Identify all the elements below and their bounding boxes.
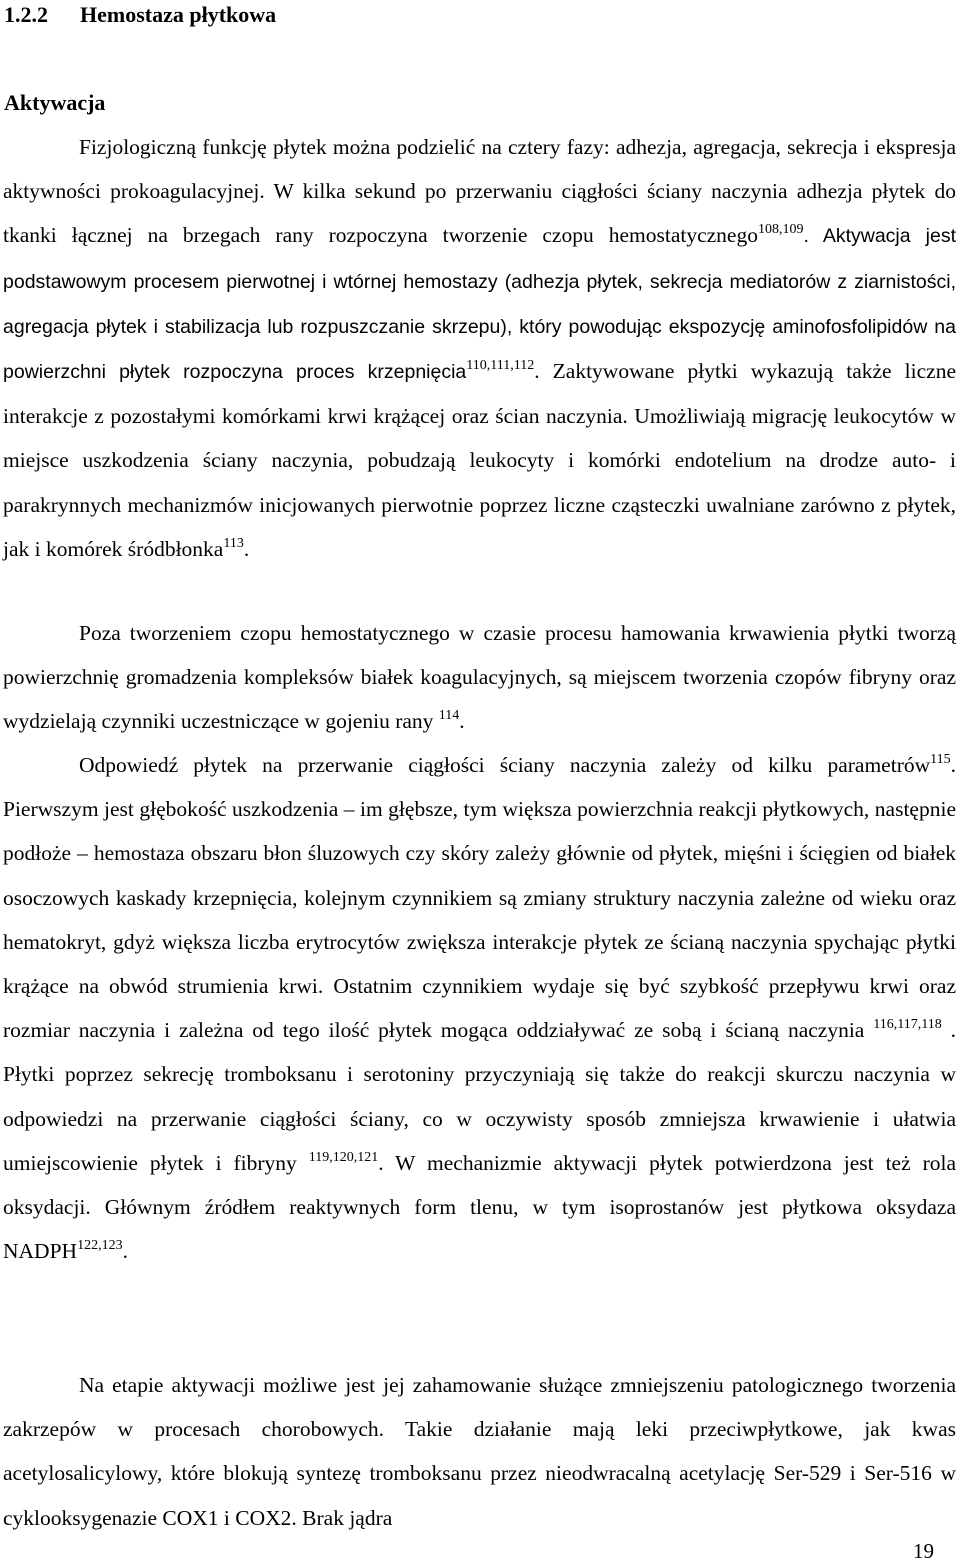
text-span: . Płytki poprzez sekrecję tromboksanu i serotoniny przyczyniają się także do reakcji skurczu naczynia w odpowiedzi na przerwanie ciągłości ściany, co w oczywisty sposób zmniejsza krwawienie i ułatwia umiejscowienie płytek i fibryny	[3, 1018, 956, 1175]
citation-ref: 108,109	[757, 222, 804, 238]
text-span: .	[122, 1239, 128, 1264]
text-span: Poza tworzeniem czopu hemostatycznego w czasie procesu hamowania krwawienia płytki tworzą powierzchnię gromadzenia kompleksów białek koagulacyjnych, są miejscem tworzenia czopów fibryny oraz wydzielają czynniki uczestniczące w gojeniu rany	[3, 621, 956, 734]
text-span: Fizjologiczną funkcję płytek można podzielić na cztery fazy: adhezja, agregacja, sekrecja i ekspresja aktywności prokoagulacyjnej. W kilka sekund po przerwaniu ciągłości ściany naczynia adhezja płytek do tkanki łącznej na brzegach rany rozpoczyna tworzenie czopu hemostatycznego	[3, 135, 956, 248]
paragraph-1	[3, 125, 956, 571]
section-number: 1.2.2	[4, 2, 48, 27]
page-number: 19	[913, 1539, 934, 1563]
text-span: . Aktywacja jest podstawowym procesem pierwotnej i wtórnej hemostazy (adhezja płytek, sekrecja mediatorów z ziarnistości, agregacja płytek i stabilizacja lub rozpuszczanie skrzepu), który powodując ekspozycję aminofosfolipidów na powierzchni płytek rozpoczyna proces krzepnięcia	[3, 225, 956, 384]
paragraph-3	[3, 743, 956, 1273]
text-span: . Zaktywowane płytki wykazują także liczne interakcje z pozostałymi komórkami krwi krążącej oraz ścian naczynia. Umożliwiają migrację leukocytów w miejsce uszkodzenia ściany naczynia, pobudzają leukocyty i komórki endotelium na drodze auto- i parakrynnych mechanizmów inicjowanych pierwotnie poprzez liczne cząsteczki uwalniane zarówno z płytek, jak i komórek śródbłonka	[3, 359, 956, 561]
paragraph-4	[3, 1363, 956, 1540]
text-span: . Pierwszym jest głębokość uszkodzenia – im głębsze, tym większa powierzchnia reakcji płytkowych, następnie podłoże – hemostaza obszaru błon śluzowych czy skóry zależy głównie od płytek, mięśni i ścięgien od białek osoczowych kaskady krzepnięcia, kolejnym czynnikiem są zmiany struktury naczynia zależne od wieku oraz hematokryt, gdyż większa liczba erytrocytów zwiększa interakcje płytek ze ścianą naczynia spychając płytki krążące na obwód strumienia krwi. Ostatnim czynnikiem wydaje się być szybkość przepływu krwi oraz rozmiar naczynia i zależna od tego ilość płytek mogąca oddziaływać ze sobą i ścianą naczynia	[3, 753, 956, 1043]
citation-ref: 119,120,121	[308, 1149, 379, 1165]
paragraph-2	[3, 611, 956, 744]
citation-ref: 122,123	[77, 1238, 123, 1254]
subsection-heading: Aktywacja	[4, 90, 106, 115]
text-span: . W mechanizmie aktywacji płytek potwierdzona jest też rola oksydacji. Głównym źródłem reaktywnych form tlenu, w tym isoprostanów jest płytkowa oksydaza NADPH	[3, 1150, 957, 1264]
section-title: Hemostaza płytkowa	[80, 2, 277, 27]
text-span: .	[459, 709, 465, 734]
text-span: Odpowiedź płytek na przerwanie ciągłości ściany naczynia zależy od kilku parametrów	[79, 753, 931, 777]
text-span: Na etapie aktywacji możliwe jest jej zahamowanie służące zmniejszeniu patologicznego tworzenia zakrzepów w procesach chorobowych. Takie działanie mają leki przeciwpłytkowe, jak kwas acetylosalicylowy, które blokują syntezę tromboksanu przez nieodwracalną acetylację Ser-529 i Ser-516 w cyklooksygenazie COX1 i COX2. Brak jądra	[3, 1373, 956, 1530]
citation-ref: 110,111,112	[466, 357, 535, 373]
citation-ref: 115	[930, 751, 951, 767]
section-heading	[4, 0, 276, 30]
citation-ref: 116,117,118	[873, 1017, 942, 1033]
text-span: .	[243, 536, 250, 561]
citation-ref: 113	[223, 535, 244, 551]
citation-ref: 114	[438, 708, 460, 724]
